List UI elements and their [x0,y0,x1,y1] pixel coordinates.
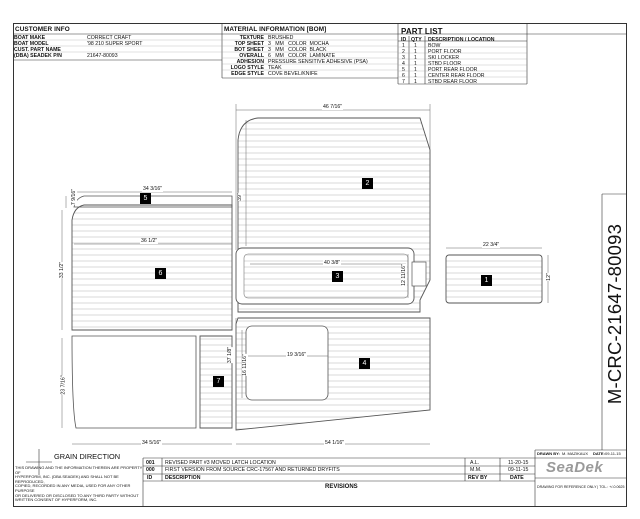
part-row-qty: 1 [414,73,417,79]
part-row-qty: 1 [414,67,417,73]
dim-left-top: 34 3/16" [143,186,163,192]
seadek-pn-value: 21647-80093 [87,53,118,59]
material-info-title: MATERIAL INFORMATION [BOM] [224,26,327,33]
adhesion-label: ADHESION [236,59,264,65]
overall-value: 6 MM COLOR LAMINATE [268,53,336,59]
reference-note: DRAWING FOR REFERENCE ONLY | TOL.: +/-0.0625 [537,485,625,489]
part-tag-4: 4 [359,358,370,369]
part-list-header-desc: DESCRIPTION / LOCATION [428,37,495,43]
seadek-logo: SeaDek [546,459,604,476]
dim-bottom-right: 54 1/16" [325,440,345,446]
texture-label: TEXTURE [239,35,264,41]
part-list-header-id: ID [401,37,407,43]
part-list-header-qty: QTY [411,37,422,43]
logo-style-value: TEAK [268,65,282,71]
date-label: DATE: [593,451,605,456]
disclaimer-line: COPIED, RECORDED IN ANY MEDIA, USED FOR ANY OTHER PURPOSE [15,483,131,493]
grain-direction-label: GRAIN DIRECTION [54,452,121,461]
part-row-id: 5 [402,67,405,73]
revision-header-id: ID [147,475,153,481]
revision-id: 001 [146,460,155,466]
part-row-desc: SKI LOCKER [428,55,460,61]
dim-bow-width: 22 3/4" [483,242,500,248]
revision-by: A.L. [470,460,480,466]
customer-info-title: CUSTOMER INFO [15,26,70,33]
disclaimer-line: HYPERFORM, INC. (DBA SEADEK) AND SHALL NOT BE REPRODUCED, [15,474,119,484]
dim-7: 7 9/16" [71,188,78,206]
dim-locker-height: 12 11/16" [400,264,407,286]
part-row-id: 3 [402,55,405,61]
top-sheet-value: 3 MM COLOR MOCHA [268,41,329,47]
dim-37: 37 1/8" [227,346,234,364]
part-row-id: 7 [402,79,405,85]
part-row-id: 1 [402,43,405,49]
revisions-title: REVISIONS [325,484,358,490]
dim-bottom-left: 34 5/16" [142,440,162,446]
revision-desc: FIRST VERSION FROM SOURCE CRC-17567 AND RETURNED DRYFITS [165,467,340,473]
part-row-qty: 1 [414,61,417,67]
part-tag-1: 1 [481,275,492,286]
logo-style-label: LOGO STYLE [230,65,264,71]
part-row-desc: STBD FLOOR [428,61,462,67]
cust-part-name-label: CUST. PART NAME [14,47,61,53]
revision-by: M.M. [470,467,482,473]
drawn-by-value: M. MAZIKAUX [562,451,589,456]
dim-19: 19 3/16" [287,352,307,358]
date-value: 09-11-15 [605,451,621,456]
overall-label: OVERALL [239,53,264,59]
dim-top-width: 46 7/16" [323,104,343,110]
disclaimer-line: WRITTEN CONSENT OF HYPERFORM, INC. [15,497,98,503]
part-row-qty: 1 [414,43,417,49]
boat-model-value: '98 210 SUPER SPORT [87,41,143,47]
part-row-desc: STBD REAR FLOOR [428,79,478,85]
part-tag-2: 2 [362,178,373,189]
revision-header-date: DATE [510,475,524,481]
edge-style-value: COVE BEVEL/KNIFE [268,71,318,77]
part-row-qty: 1 [414,55,417,61]
dim-36: 36 1/2" [141,238,158,244]
revision-header-by: REV BY [468,475,488,481]
part-tag-3: 3 [332,271,343,282]
revision-id: 000 [146,467,155,473]
disclaimer-line: THIS DRAWING AND THE INFORMATION THEREIN ARE PROPERTY OF [15,465,143,475]
part-row-id: 2 [402,49,405,55]
part-row-qty: 1 [414,49,417,55]
drawing-number: M-CRC-21647-80093 [604,223,625,405]
part-row-id: 6 [402,73,405,79]
seadek-pn-label: (DBA) SEADEK P/N [14,53,62,59]
bot-sheet-label: BOT SHEET [234,47,264,53]
part-list-title: PART LIST [401,27,443,36]
texture-value: BRUSHED [268,35,294,41]
dim-33: 33 1/2" [59,261,66,279]
part-row-qty: 1 [414,79,417,85]
revision-desc: REVISED PART #3 MOVED LATCH LOCATION [165,460,276,466]
part-tag-6: 6 [155,268,166,279]
part-row-desc: PORT FLOOR [428,49,462,55]
adhesion-value: PRESSURE SENSITIVE ADHESIVE (PSA) [268,59,368,65]
top-sheet-label: TOP SHEET [234,41,264,47]
bot-sheet-value: 3 MM COLOR BLACK [268,47,327,53]
part-row-desc: BOW [428,43,441,49]
dim-locker-width: 40 3/8" [324,260,341,266]
part-row-desc: PORT REAR FLOOR [428,67,478,73]
part-tag-5: 5 [140,193,151,204]
part-row-desc: CENTER REAR FLOOR [428,73,485,79]
revision-date: 11-20-15 [508,460,529,466]
dim-23: 23 7/16" [60,375,67,395]
boat-make-value: CORRECT CRAFT [87,35,132,41]
revision-date: 09-11-15 [508,467,529,473]
revision-header-desc: DESCRIPTION [165,475,201,481]
part-row-id: 4 [402,61,405,67]
part-tag-7: 7 [213,376,224,387]
disclaimer [15,466,143,503]
edge-style-label: EDGE STYLE [231,71,264,77]
dim-16: 16 11/16" [241,354,248,376]
drawn-by-label: DRAWN BY: [537,451,560,456]
boat-model-label: BOAT MODEL [14,41,49,47]
dim-39: 39" [236,193,243,201]
dim-bow-height: 12" [545,273,552,281]
boat-make-label: BOAT MAKE [14,35,46,41]
drawing-number-box [603,194,627,434]
disclaimer-line: OR DELIVERED OR DISCLOSED TO ANY THIRD PARTY WITHOUT [15,492,139,498]
